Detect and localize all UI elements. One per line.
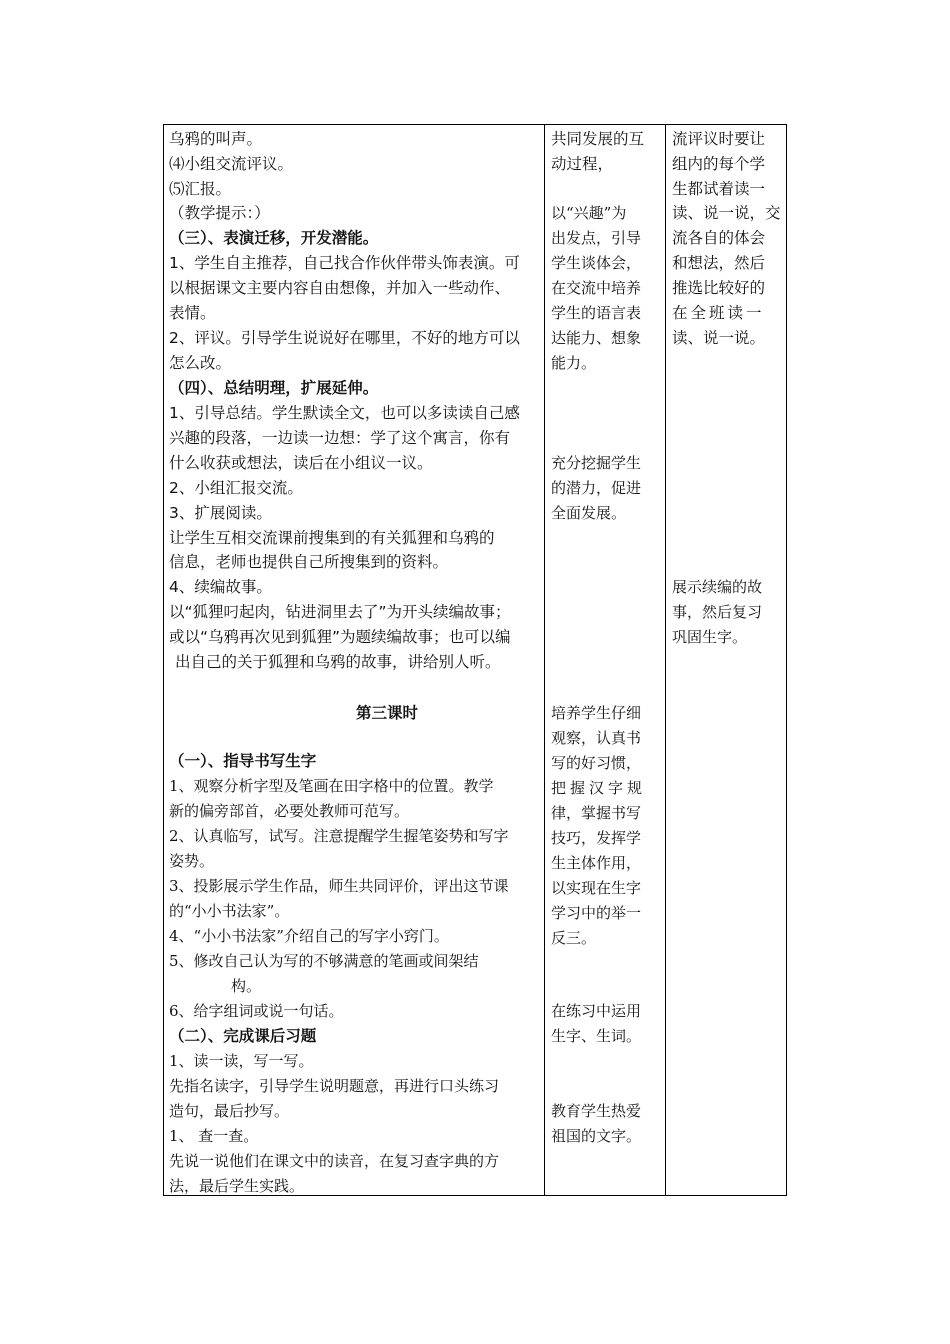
design-note: 学生谈体会， xyxy=(551,254,642,272)
design-note: 教育学生热爱 xyxy=(551,1102,642,1120)
body-text: 什么收获或想法，读后在小组议一议。 xyxy=(169,454,433,472)
remark-note: 流评议时要让 xyxy=(672,130,766,148)
design-note: 把握汉字规 xyxy=(551,779,647,797)
remark-note: 展示续编的故 xyxy=(672,578,763,596)
body-text: ⑷小组交流评议。 xyxy=(169,155,294,173)
design-note: 动过程， xyxy=(551,155,614,173)
section-heading: （三）、表演迁移，开发潜能。 xyxy=(169,229,379,247)
column-divider xyxy=(544,125,545,1195)
column-divider xyxy=(665,125,666,1195)
body-text: 4、续编故事。 xyxy=(169,578,272,596)
remark-note: 巩固生字。 xyxy=(672,628,748,646)
remark-note: 读、说一说，交 xyxy=(672,204,781,222)
design-note: 全面发展。 xyxy=(551,504,627,522)
section-heading: （二）、完成课后习题 xyxy=(169,1027,317,1045)
section-heading: （一）、指导书写生字 xyxy=(169,752,317,770)
design-note: 能力。 xyxy=(551,354,597,372)
design-note: 共同发展的互 xyxy=(551,130,645,148)
remark-note: 组内的每个学 xyxy=(672,155,766,173)
body-text: 以根据课文主要内容自由想像，并加入一些动作、 xyxy=(169,279,511,297)
design-note: 达能力、想象 xyxy=(551,329,642,347)
body-text: 1、观察分析字型及笔画在田字格中的位置。教学 xyxy=(169,777,494,795)
design-note: 反三。 xyxy=(551,929,597,947)
body-text: 构。 xyxy=(231,977,262,995)
design-note: 充分挖掘学生 xyxy=(551,454,642,472)
design-note: 祖国的文字。 xyxy=(551,1127,642,1145)
body-text: 先说一说他们在课文中的读音，在复习查字典的方 xyxy=(169,1152,500,1170)
body-text: 出自己的关于狐狸和乌鸦的故事，讲给别人听。 xyxy=(175,653,501,671)
body-text: 1、 查一查。 xyxy=(169,1127,259,1145)
remark-note: 生都试着读一 xyxy=(672,180,766,198)
body-text: 的“小小书法家”。 xyxy=(169,902,290,920)
design-note: 律，掌握书写 xyxy=(551,804,642,822)
design-note: 技巧，发挥学 xyxy=(551,829,642,847)
design-note: 生主体作用， xyxy=(551,854,642,872)
body-text: 1、引导总结。学生默读全文，也可以多读读自己感 xyxy=(169,404,520,422)
design-note: 在练习中运用 xyxy=(551,1002,642,1020)
body-text: 4、“小小书法家”介绍自己的写字小窍门。 xyxy=(169,927,449,945)
design-note: 观察，认真书 xyxy=(551,729,642,747)
body-text: 5、修改自己认为写的不够满意的笔画或间架结 xyxy=(169,952,479,970)
remark-note: 流各自的体会 xyxy=(672,229,766,247)
body-text: ⑸汇报。 xyxy=(169,180,232,198)
body-text: 表情。 xyxy=(169,304,216,322)
body-text: 先指名读字，引导学生说明题意，再进行口头练习 xyxy=(169,1077,500,1095)
design-note: 学生的语言表 xyxy=(551,304,642,322)
design-note: 培养学生仔细 xyxy=(551,704,642,722)
design-note: 以“兴趣”为 xyxy=(551,204,627,222)
lesson-title: 第三课时 xyxy=(356,704,419,722)
body-text: 3、扩展阅读。 xyxy=(169,504,272,522)
body-text: 以“狐狸叼起肉，钻进洞里去了”为开头续编故事； xyxy=(169,603,511,621)
body-text: 3、投影展示学生作品，师生共同评价，评出这节课 xyxy=(169,877,509,895)
remark-note: 事，然后复习 xyxy=(672,603,763,621)
body-text: 1、学生自主推荐，自己找合作伙伴带头饰表演。可 xyxy=(169,254,520,272)
body-text: 兴趣的段落，一边读一边想：学了这个寓言，你有 xyxy=(169,429,511,447)
design-note: 在交流中培养 xyxy=(551,279,642,297)
design-note: 出发点，引导 xyxy=(551,229,642,247)
body-text: 法，最后学生实践。 xyxy=(169,1177,305,1195)
body-text: 造句，最后抄写。 xyxy=(169,1102,290,1120)
section-heading: （四）、总结明理，扩展延伸。 xyxy=(169,379,379,397)
body-text: 让学生互相交流课前搜集到的有关狐狸和乌鸦的 xyxy=(169,529,495,547)
body-text: 新的偏旁部首，必要处教师可范写。 xyxy=(169,802,410,820)
body-text: 姿势。 xyxy=(169,852,215,870)
design-note: 的潜力，促进 xyxy=(551,479,642,497)
body-text: 2、认真临写，试写。注意提醒学生握笔姿势和写字 xyxy=(169,827,509,845)
design-note: 写的好习惯， xyxy=(551,754,642,772)
body-text: 或以“乌鸦再次见到狐狸”为题续编故事；也可以编 xyxy=(169,628,511,646)
body-text: 怎么改。 xyxy=(169,354,232,372)
design-note: 生字、生词。 xyxy=(551,1027,642,1045)
body-text: 2、小组汇报交流。 xyxy=(169,479,303,497)
remark-note: 在全班读一 xyxy=(672,304,765,322)
design-note: 学习中的举一 xyxy=(551,904,642,922)
body-text: 信息，老师也提供自己所搜集到的资料。 xyxy=(169,553,449,571)
remark-note: 读、说一说。 xyxy=(672,329,766,347)
body-text: 2、评议。引导学生说说好在哪里，不好的地方可以 xyxy=(169,329,520,347)
remark-note: 推选比较好的 xyxy=(672,279,766,297)
body-text: 1、读一读，写一写。 xyxy=(169,1052,314,1070)
body-text: 乌鸦的叫声。 xyxy=(169,130,263,148)
teaching-hint: （教学提示：） xyxy=(169,204,270,222)
design-note: 以实现在生字 xyxy=(551,879,642,897)
body-text: 6、给字组词或说一句话。 xyxy=(169,1002,344,1020)
remark-note: 和想法，然后 xyxy=(672,254,766,272)
